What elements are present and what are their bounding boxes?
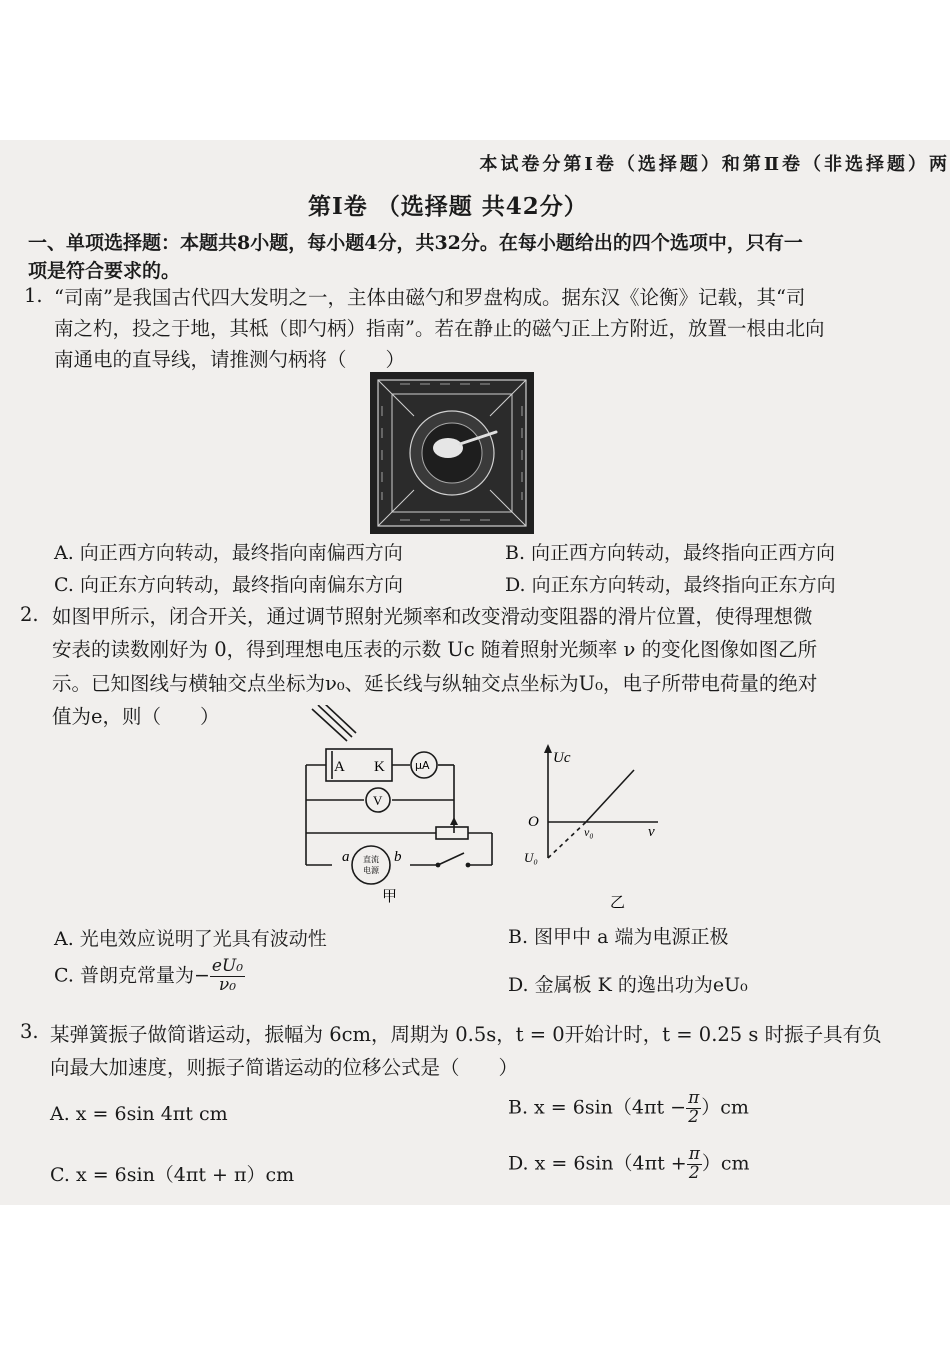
- q3-option-d[interactable]: [508, 1146, 750, 1183]
- uc-nu-graph: [520, 740, 670, 910]
- header-note: 本试卷分第Ⅰ卷（选择题）和第Ⅱ卷（非选择题）两: [479, 154, 950, 175]
- q3-option-c[interactable]: C. x = 6sin（4πt + π）cm: [50, 1164, 295, 1186]
- q3-number: 3.: [20, 1020, 39, 1043]
- q1-line3: 南通电的直导线，请推测勺柄将（ ）: [54, 348, 406, 371]
- q2-line3: 示。已知图线与横轴交点坐标为ν₀、延长线与纵轴交点坐标为U₀，电子所带电荷量的绝对: [52, 672, 818, 695]
- q3-option-b-fraction: [686, 1090, 701, 1127]
- q1-option-d[interactable]: D. 向正东方向转动，最终指向正东方向: [505, 574, 836, 596]
- q3-option-a[interactable]: A. x = 6sin 4πt cm: [50, 1103, 228, 1125]
- q3-option-b-prefix: B. x = 6sin（4πt −: [508, 1096, 687, 1119]
- q2-line1: 如图甲所示，闭合开关，通过调节照射光频率和改变滑动变阻器的滑片位置，使得理想微: [52, 605, 813, 628]
- q1-option-c[interactable]: C. 向正东方向转动，最终指向南偏东方向: [54, 574, 403, 596]
- axis-nu-label: ν: [648, 824, 655, 840]
- microammeter-label: μA: [415, 759, 430, 772]
- q1-number: 1.: [24, 284, 43, 307]
- q2-option-b[interactable]: B. 图甲中 a 端为电源正极: [508, 926, 729, 948]
- section-instructions-line1: 一、单项选择题：本题共8小题，每小题4分，共32分。在每小题给出的四个选项中，只有一: [28, 232, 803, 254]
- tube-label-a: A: [334, 759, 345, 775]
- q3-option-d-denominator: 2: [688, 1162, 700, 1183]
- q2-line4: 值为e，则（ ）: [52, 705, 220, 728]
- figure-label-yi: 乙: [610, 893, 626, 910]
- q3-line1: 某弹簧振子做简谐运动，振幅为 6cm，周期为 0.5s，t = 0开始计时，t = 0.25 s 时振子具有负: [50, 1023, 882, 1046]
- q2-option-c-fraction: [210, 958, 245, 995]
- terminal-a-label: a: [342, 849, 350, 865]
- q2-option-c-numerator: eU₀: [211, 956, 244, 976]
- axis-uc-label: Uc: [553, 750, 571, 766]
- voltmeter-label: V: [373, 793, 383, 808]
- q3-option-d-prefix: D. x = 6sin（4πt +: [508, 1152, 687, 1175]
- q2-option-a[interactable]: A. 光电效应说明了光具有波动性: [54, 928, 327, 950]
- q2-option-c-denominator: ν₀: [218, 974, 237, 995]
- source-label-line2: 电源: [363, 866, 379, 875]
- section-instructions-line2: 项是符合要求的。: [28, 260, 181, 282]
- q2-number: 2.: [20, 603, 39, 626]
- q3-option-d-numerator: π: [688, 1144, 700, 1164]
- q3-option-b-denominator: 2: [688, 1106, 700, 1127]
- q3-option-b-numerator: π: [688, 1088, 700, 1108]
- compass-image: [370, 372, 534, 534]
- q1-option-b[interactable]: B. 向正西方向转动，最终指向正西方向: [505, 542, 836, 564]
- u0-label: U₀: [524, 850, 538, 865]
- q2-option-c-prefix: C. 普朗克常量为−: [54, 964, 210, 987]
- source-label-line1: 直流: [363, 855, 379, 864]
- figure-label-jia: 甲: [382, 887, 398, 905]
- terminal-b-label: b: [394, 849, 402, 865]
- nu0-label: ν₀: [584, 825, 594, 839]
- q3-option-d-suffix: ）cm: [701, 1152, 750, 1175]
- q1-line2: 南之杓，投之于地，其柢（即勺柄）指南”。若在静止的磁勺正上方附近，放置一根由北向: [54, 317, 825, 340]
- q3-line2: 向最大加速度，则振子简谐运动的位移公式是（ ）: [50, 1056, 519, 1079]
- origin-label: O: [528, 814, 539, 830]
- q3-option-d-fraction: [687, 1146, 702, 1183]
- circuit-diagram: [292, 705, 507, 905]
- q3-option-b-suffix: ）cm: [701, 1096, 749, 1119]
- q2-line2: 安表的读数刚好为 0，得到理想电压表的示数 Uc 随着照射光频率 ν 的变化图像如图乙所: [52, 638, 818, 661]
- q1-line1: “司南”是我国古代四大发明之一，主体由磁勺和罗盘构成。据东汉《论衡》记载，其“司: [54, 286, 806, 309]
- q2-option-c[interactable]: [54, 958, 245, 995]
- part-title: 第Ⅰ卷 （选择题 共42分）: [308, 193, 588, 220]
- q2-option-d[interactable]: D. 金属板 K 的逸出功为eU₀: [508, 974, 748, 996]
- q3-option-b[interactable]: [508, 1090, 749, 1127]
- tube-label-k: K: [374, 759, 385, 775]
- q1-option-a[interactable]: A. 向正西方向转动，最终指向南偏西方向: [54, 542, 403, 564]
- dc-source-symbol: [352, 846, 390, 884]
